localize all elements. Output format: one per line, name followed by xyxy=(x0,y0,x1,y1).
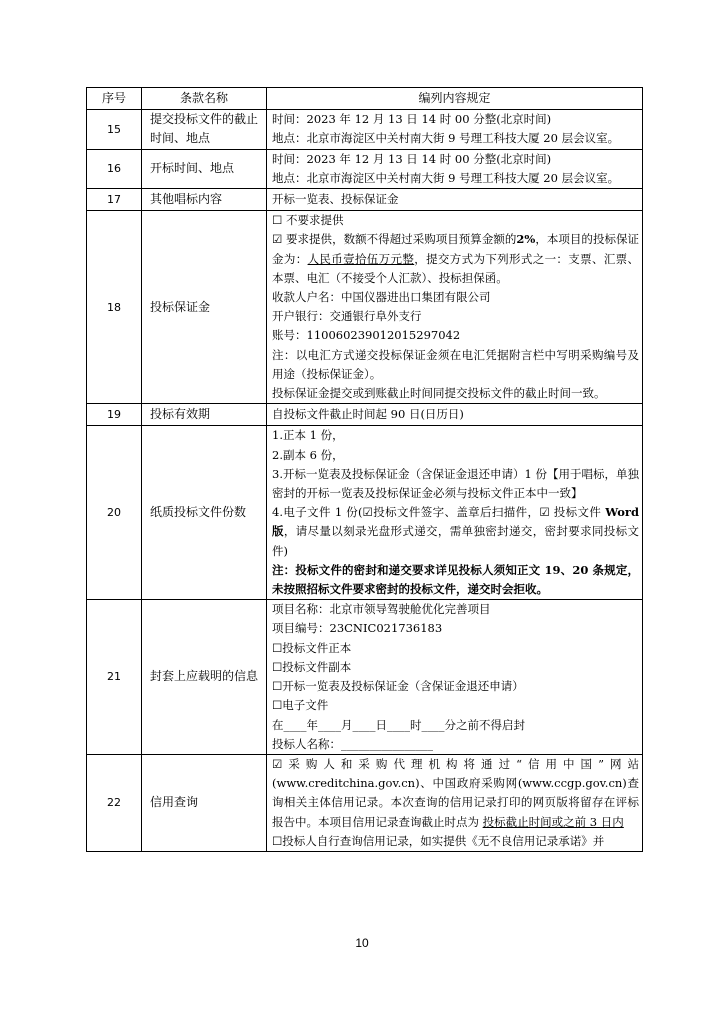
page-number: 10 xyxy=(355,936,369,950)
project-name: 项目名称：北京市领导驾驶舱优化完善项目 xyxy=(272,602,491,617)
option-not-required: ☐ 不要求提供 xyxy=(272,213,344,228)
clause-name: 提交投标文件的截止时间、地点 xyxy=(142,110,267,149)
clause-name: 纸质投标文件份数 xyxy=(142,426,267,600)
header-clause-name: 条款名称 xyxy=(142,88,267,110)
row-number: 21 xyxy=(87,600,142,755)
content-line: 时间：2023 年 12 月 13 日 14 时 00 分整(北京时间) xyxy=(272,112,552,127)
payee-name: 收款人户名：中国仪器进出口集团有限公司 xyxy=(272,290,491,305)
option-required xyxy=(272,230,639,288)
sealing-note: 注：投标文件的密封和递交要求详见投标人须知正文 19、20 条规定，未按照招标文件要求密封的投标文件，递交时会拒收。 xyxy=(272,562,639,597)
table-row xyxy=(87,600,643,755)
option-required-text-2: ，本项目的投标保证金为： xyxy=(272,232,640,266)
payment-methods: ，提交方式为下列形式之一：支票、汇票、本票、电汇（不接受个人汇款）、投标担保函。 xyxy=(272,251,640,285)
envelope-option: ☐电子文件 xyxy=(272,698,329,713)
table-row xyxy=(87,189,643,211)
deposit-amount: 人民币壹拾伍万元整 xyxy=(307,251,415,266)
row-number: 18 xyxy=(87,211,142,404)
clause-content xyxy=(267,754,643,851)
bank-name: 开户银行：交通银行阜外支行 xyxy=(272,309,422,324)
bid-form-note: 【用于唱标，单独密封的开标一览表及投标保证金必须与投标文件正本中一致】 xyxy=(272,466,639,501)
table-header-row xyxy=(87,88,643,110)
copy-count: 2.副本 6 份， xyxy=(272,447,344,462)
row-number: 19 xyxy=(87,404,142,426)
clause-name: 投标有效期 xyxy=(142,404,267,426)
deposit-deadline: 投标保证金提交或到账截止时间同提交投标文件的截止时间一致。 xyxy=(272,386,606,401)
account-number: 账号：110060239012015297042 xyxy=(272,328,461,343)
content-line: 地点：北京市海淀区中关村南大街 9 号理工科技大厦 20 层会议室。 xyxy=(272,170,620,185)
bidder-name-line: 投标人名称：________________ xyxy=(272,736,433,751)
option-required-text: ☑ 要求提供，数额不得超过采购项目预算金额的 xyxy=(272,232,517,247)
do-not-open-line: 在____年____月____日____时____分之前不得启封 xyxy=(272,717,525,732)
clause-content xyxy=(267,600,643,755)
table-row xyxy=(87,110,643,149)
credit-check-option xyxy=(272,755,639,832)
row-number: 22 xyxy=(87,754,142,851)
envelope-option: ☐投标文件副本 xyxy=(272,659,352,674)
clause-content: 自投标文件截止时间起 90 日(日历日) xyxy=(267,404,643,426)
clause-content xyxy=(267,426,643,600)
electronic-file-item xyxy=(272,503,639,561)
electronic-file-text-2: ，请尽量以刻录光盘形式递交，需单独密封递交，密封要求同投标文件) xyxy=(272,524,640,558)
row-number: 16 xyxy=(87,149,142,188)
clause-name: 开标时间、地点 xyxy=(142,149,267,188)
original-count: 1.正本 1 份， xyxy=(272,428,344,443)
table-row xyxy=(87,754,643,851)
self-check-option: ☐投标人自行查询信用记录，如实提供《无不良信用记录承诺》并 xyxy=(272,833,605,848)
credit-check-deadline: 投标截止时间或之前 3 日内 xyxy=(482,814,624,829)
table-row xyxy=(87,404,643,426)
row-number: 20 xyxy=(87,426,142,600)
clause-name: 封套上应载明的信息 xyxy=(142,600,267,755)
clause-content: 开标一览表、投标保证金 xyxy=(267,189,643,211)
content-line: 时间：2023 年 12 月 13 日 14 时 00 分整(北京时间) xyxy=(272,151,552,166)
electronic-file-text: 4.电子文件 1 份(☑投标文件签字、盖章后扫描件，☑ 投标文件 xyxy=(272,505,606,520)
content-line: 地点：北京市海淀区中关村南大街 9 号理工科技大厦 20 层会议室。 xyxy=(272,131,620,146)
credit-check-text: ☑采购人和采购代理机构将通过“信用中国”网站(www.creditchina.gov.cn)、中国政府采购网(www.ccgp.gov.cn)查询相关主体信用记录。本次查询的信用记录打印的网页版将留存在评标报告中。本项目信用记录查询截止时点为 xyxy=(272,756,639,829)
bid-terms-table xyxy=(86,87,643,852)
clause-content xyxy=(267,211,643,404)
header-content: 编列内容规定 xyxy=(267,88,643,110)
deposit-percent: 2% xyxy=(516,232,536,247)
envelope-option: ☐投标文件正本 xyxy=(272,640,352,655)
table-row xyxy=(87,149,643,188)
clause-content xyxy=(267,110,643,149)
row-number: 17 xyxy=(87,189,142,211)
wire-note: 注：以电汇方式递交投标保证金须在电汇凭据附言栏中写明采购编号及用途（投标保证金）。 xyxy=(272,347,639,381)
table-row xyxy=(87,426,643,600)
bid-form-item xyxy=(272,465,639,503)
envelope-option: ☐开标一览表及投标保证金（含保证金退还申请） xyxy=(272,679,524,694)
clause-name: 其他唱标内容 xyxy=(142,189,267,211)
word-version: Word 版 xyxy=(272,505,639,539)
clause-name: 投标保证金 xyxy=(142,211,267,404)
row-number: 15 xyxy=(87,110,142,149)
clause-name: 信用查询 xyxy=(142,754,267,851)
header-no: 序号 xyxy=(87,88,142,110)
bid-form-text: 3.开标一览表及投标保证金（含保证金退还申请）1 份 xyxy=(272,466,547,481)
table-row xyxy=(87,211,643,404)
clause-content xyxy=(267,149,643,188)
project-number: 项目编号：23CNIC021736183 xyxy=(272,621,443,636)
